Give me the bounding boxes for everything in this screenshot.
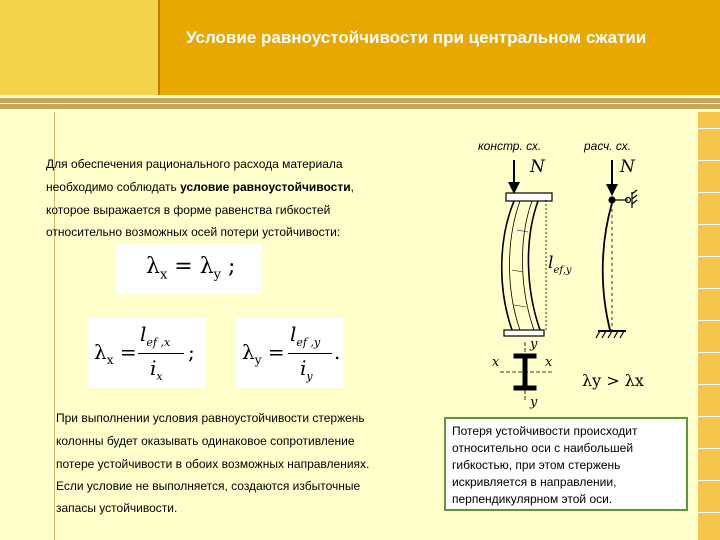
column-calc-deflected — [603, 203, 612, 330]
formula-equality: $\lambda_x = \lambda_y$ ; — [146, 254, 236, 283]
force-label-left: N — [530, 157, 545, 177]
cross-section-icon — [500, 342, 552, 402]
bottom-line-4: Если условие не выполняется, создаются избыточные — [56, 479, 361, 493]
formula-lambda-y-lhs: $\lambda_y$ = — [242, 340, 285, 367]
effective-length-label: $l_{ef,y}$ — [548, 253, 572, 276]
formula-lambda-y-denominator: $i_y$ — [300, 356, 313, 383]
note-line-4: искривляется в направлении, — [452, 475, 617, 489]
intro-line-4: относительно возможных осей потери устойчивости: — [46, 225, 341, 239]
label-calc-scheme: расч. сх. — [584, 139, 631, 153]
note-line-5: перпендикулярном этой оси. — [452, 492, 613, 506]
note-line-1: Потеря устойчивости происходит — [452, 424, 638, 438]
bottom-fixed-support-icon — [596, 331, 626, 338]
slide-title: Условие равноустойчивости при центральном сжатии — [186, 28, 647, 47]
formula-lambda-x-denominator: $i_x$ — [150, 356, 163, 383]
column-constructive — [502, 201, 540, 330]
bottom-line-5: запасы устойчивости. — [56, 501, 178, 515]
intro-line-1: Для обеспечения рационального расхода материала — [46, 157, 343, 171]
axis-y-top-label: y — [530, 337, 538, 352]
bottom-line-1: При выполнении условия равноустойчивости стержень — [56, 411, 365, 425]
intro-line-2: необходимо соблюдать условие равноустойчивости, — [46, 180, 354, 194]
load-arrow-right-icon — [606, 160, 618, 196]
formula-lambda-y-end: . — [334, 340, 341, 364]
load-arrow-left-icon — [508, 160, 520, 194]
axis-x-right-label: x — [545, 355, 553, 370]
column-top-plate — [506, 193, 552, 201]
axis-x-left-label: x — [492, 355, 500, 370]
note-line-3: гибкостью, при этом стержень — [452, 458, 621, 472]
note-line-2: относительно оси с наибольшей — [452, 441, 634, 455]
axis-y-bottom-label: y — [530, 395, 538, 410]
column-base-plate — [504, 330, 544, 336]
formula-lambda-y-numerator: $l_{ef ,y}$ — [290, 322, 321, 349]
intro-line-3: которое выражается в форме равенства гибкостей — [46, 203, 331, 217]
slenderness-relation: λy > λx — [582, 371, 644, 390]
formula-lambda-x-end: ; — [188, 340, 195, 364]
label-constr-scheme: констр. сх. — [478, 139, 542, 153]
formula-lambda-x-lhs: $\lambda_x$ = — [94, 340, 137, 367]
force-label-right: N — [620, 157, 635, 177]
bottom-line-2: колонны будет оказывать одинаковое сопротивление — [56, 434, 355, 448]
formula-lambda-x-numerator: $l_{ef ,x}$ — [140, 322, 171, 349]
bottom-line-3: потере устойчивости в обоих возможных направлениях. — [56, 457, 370, 471]
